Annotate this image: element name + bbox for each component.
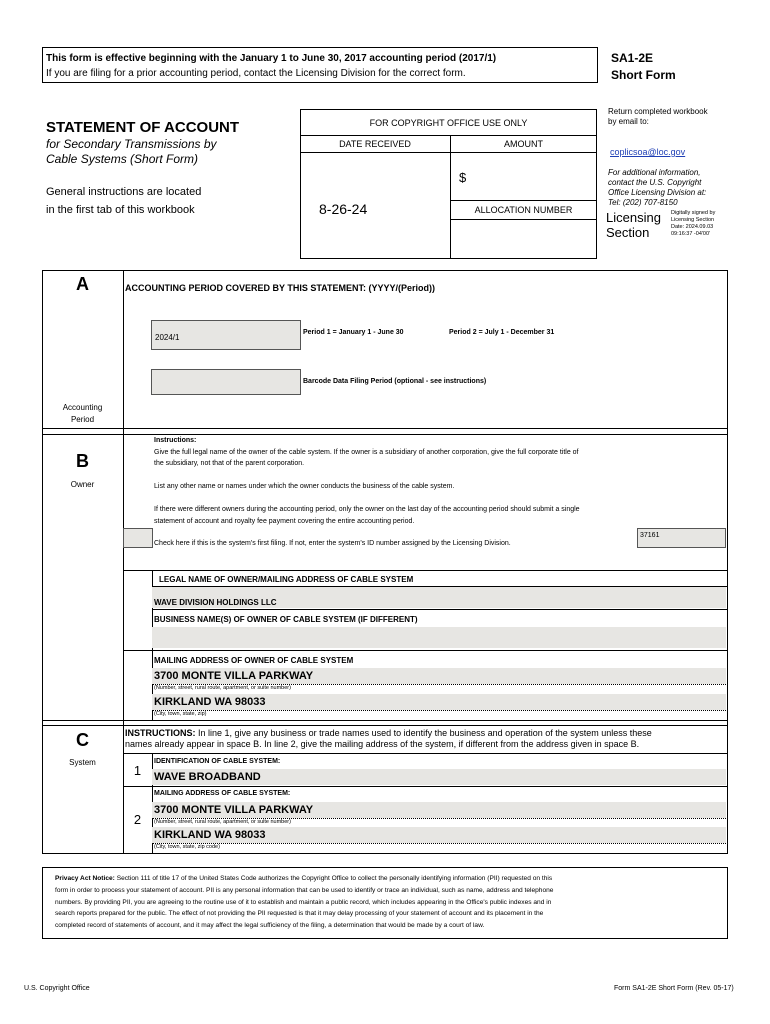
- date-received-label: DATE RECEIVED: [339, 139, 411, 149]
- footer-form-revision: Form SA1-2E Short Form (Rev. 05-17): [614, 985, 734, 992]
- space-b-instruction-3: If there were different owners during the accounting period, only the owner on the last day of the accounting period should submit a single: [154, 506, 580, 513]
- privacy-line-3: numbers. By providing PII, you are agreeing to the routine use of it to establish and maintain a public record, which includes appearing in the Office's public indexes and in: [55, 899, 552, 906]
- space-a-label-2: Period: [70, 415, 95, 424]
- space-b-instruction-3b: statement of account and royalty fee payment covering the entire accounting period.: [154, 518, 415, 525]
- privacy-line-4: search reports prepared for the public. The effect of not providing the PII requested is that it may delay processing of your statement of account and its placement in the: [55, 910, 544, 917]
- accounting-period-input[interactable]: [151, 320, 301, 350]
- business-names-heading: BUSINESS NAME(S) OF OWNER OF CABLE SYSTEM (IF DIFFERENT): [154, 615, 418, 624]
- space-a-letter: A: [76, 274, 89, 294]
- general-instructions-1: General instructions are located: [46, 186, 202, 198]
- space-c-instructions-2: names already appear in space B. In line 2, give the mailing address of the system, if different from the address given in space B.: [125, 739, 640, 749]
- return-instructions-2: by email to:: [608, 117, 649, 126]
- amount-label: AMOUNT: [504, 139, 543, 149]
- space-b-instruction-2: List any other name or names under which the owner conducts the business of the cable system.: [154, 483, 455, 490]
- system-city-input[interactable]: [152, 827, 726, 843]
- system-street-value: 3700 MONTE VILLA PARKWAY: [154, 804, 314, 816]
- form-subtitle-1: for Secondary Transmissions by: [46, 137, 217, 151]
- footer-office: U.S. Copyright Office: [24, 985, 90, 992]
- privacy-notice: [42, 867, 728, 939]
- system-street-caption: (Number, street, rural route, apartment, or suite number): [154, 819, 291, 825]
- form-subtitle: Short Form: [611, 68, 676, 82]
- space-b-instructions-heading: Instructions:: [154, 437, 197, 444]
- period-2-definition: Period 2 = July 1 - December 31: [449, 329, 555, 336]
- owner-street-input[interactable]: [152, 668, 726, 684]
- legal-name-input[interactable]: [152, 587, 726, 608]
- owner-mailing-heading: MAILING ADDRESS OF OWNER OF CABLE SYSTEM: [154, 656, 354, 665]
- form-code: SA1-2E: [611, 51, 654, 65]
- additional-info-3: Office Licensing Division at:: [608, 188, 707, 197]
- barcode-period-input[interactable]: [151, 369, 301, 395]
- additional-info-1: For additional information,: [608, 168, 701, 177]
- office-use-heading: FOR COPYRIGHT OFFICE USE ONLY: [369, 118, 528, 128]
- space-c-letter: C: [76, 730, 89, 750]
- barcode-period-label: Barcode Data Filing Period (optional - see instructions): [303, 378, 487, 385]
- currency-symbol: $: [459, 170, 467, 185]
- owner-city-value: KIRKLAND WA 98033: [154, 696, 266, 708]
- system-id-input[interactable]: [637, 528, 726, 548]
- notice-line-1: This form is effective beginning with the January 1 to June 30, 2017 accounting period (2017/1): [46, 53, 497, 64]
- business-names-input[interactable]: [152, 627, 726, 648]
- space-b-instruction-1: Give the full legal name of the owner of the cable system. If the owner is a subsidiary of another corporation, give the full corporate title of: [154, 449, 579, 456]
- space-b-label: Owner: [70, 480, 95, 489]
- office-use-box: [300, 109, 597, 259]
- space-a-label-1: Accounting: [62, 403, 103, 412]
- privacy-line-5: completed record of statements of account, and it may affect the legal sufficiency of the filing, a determination that would be made by a court of law.: [55, 922, 485, 929]
- space-a-heading: ACCOUNTING PERIOD COVERED BY THIS STATEMENT: (YYYY/(Period)): [125, 283, 436, 293]
- system-name-input[interactable]: [152, 769, 726, 785]
- date-received-value: 8-26-24: [319, 201, 368, 217]
- owner-city-input[interactable]: [152, 694, 726, 710]
- first-filing-label: Check here if this is the system's first filing. If not, enter the system's ID number assigned by the Licensing Division.: [154, 540, 511, 547]
- system-city-caption: (City, town, state, zip code): [154, 844, 220, 850]
- form-subtitle-2: Cable Systems (Short Form): [46, 152, 199, 166]
- return-instructions-1: Return completed workbook: [608, 107, 708, 116]
- allocation-number-label: ALLOCATION NUMBER: [474, 205, 573, 215]
- period-1-definition: Period 1 = January 1 - June 30: [303, 329, 404, 336]
- telephone: Tel: (202) 707-8150: [608, 198, 678, 207]
- legal-name-heading: LEGAL NAME OF OWNER/MAILING ADDRESS OF CABLE SYSTEM: [159, 575, 414, 584]
- space-b-instruction-1b: the subsidiary, not that of the parent corporation.: [154, 460, 305, 467]
- general-instructions-2: in the first tab of this workbook: [46, 204, 195, 216]
- additional-info-2: contact the U.S. Copyright: [608, 178, 702, 187]
- notice-line-2: If you are filing for a prior accounting period, contact the Licensing Division for the correct form.: [46, 68, 466, 79]
- system-name-value: WAVE BROADBAND: [154, 771, 261, 783]
- legal-name-value: WAVE DIVISION HOLDINGS LLC: [154, 598, 277, 607]
- system-id-value: 37161: [640, 532, 660, 539]
- line-2-number: 2: [133, 812, 142, 827]
- effective-notice: [42, 47, 598, 83]
- system-city-value: KIRKLAND WA 98033: [154, 829, 266, 841]
- owner-street-value: 3700 MONTE VILLA PARKWAY: [154, 670, 314, 682]
- space-b-letter: B: [76, 451, 89, 471]
- accounting-period-value: 2024/1: [155, 333, 180, 342]
- space-c-instructions: INSTRUCTIONS: In line 1, give any business or trade names used to identify the business and operation of the system unless these: [125, 728, 652, 738]
- system-street-input[interactable]: [152, 802, 726, 818]
- owner-city-caption: (City, town, state, zip): [154, 711, 207, 717]
- system-id-heading: IDENTIFICATION OF CABLE SYSTEM:: [154, 758, 281, 765]
- privacy-line-2: form in order to process your statement of account. PII is any personal information that can be used to identify or trace an individual, such as name, address and telephone: [55, 887, 554, 894]
- first-filing-checkbox[interactable]: [123, 528, 153, 548]
- line-1-number: 1: [133, 763, 142, 778]
- privacy-line-1: Privacy Act Notice: Section 111 of title 17 of the United States Code authorizes the Copyright Office to collect the personally identifying information (PII) requested on this: [55, 875, 553, 882]
- email-link[interactable]: coplicsoa@loc.gov: [610, 147, 686, 157]
- system-mailing-heading: MAILING ADDRESS OF CABLE SYSTEM:: [154, 790, 291, 797]
- signature-name-2: Section: [606, 225, 650, 240]
- form-title: STATEMENT OF ACCOUNT: [46, 119, 240, 136]
- signature-name-1: Licensing: [606, 210, 661, 225]
- space-c-label: System: [69, 758, 96, 767]
- owner-street-caption: (Number, street, rural route, apartment, or suite number): [154, 685, 291, 691]
- digital-signature-note: Digitally signed by Licensing Section Date: 2024.09.03 09:16:37 -04'00': [671, 210, 716, 237]
